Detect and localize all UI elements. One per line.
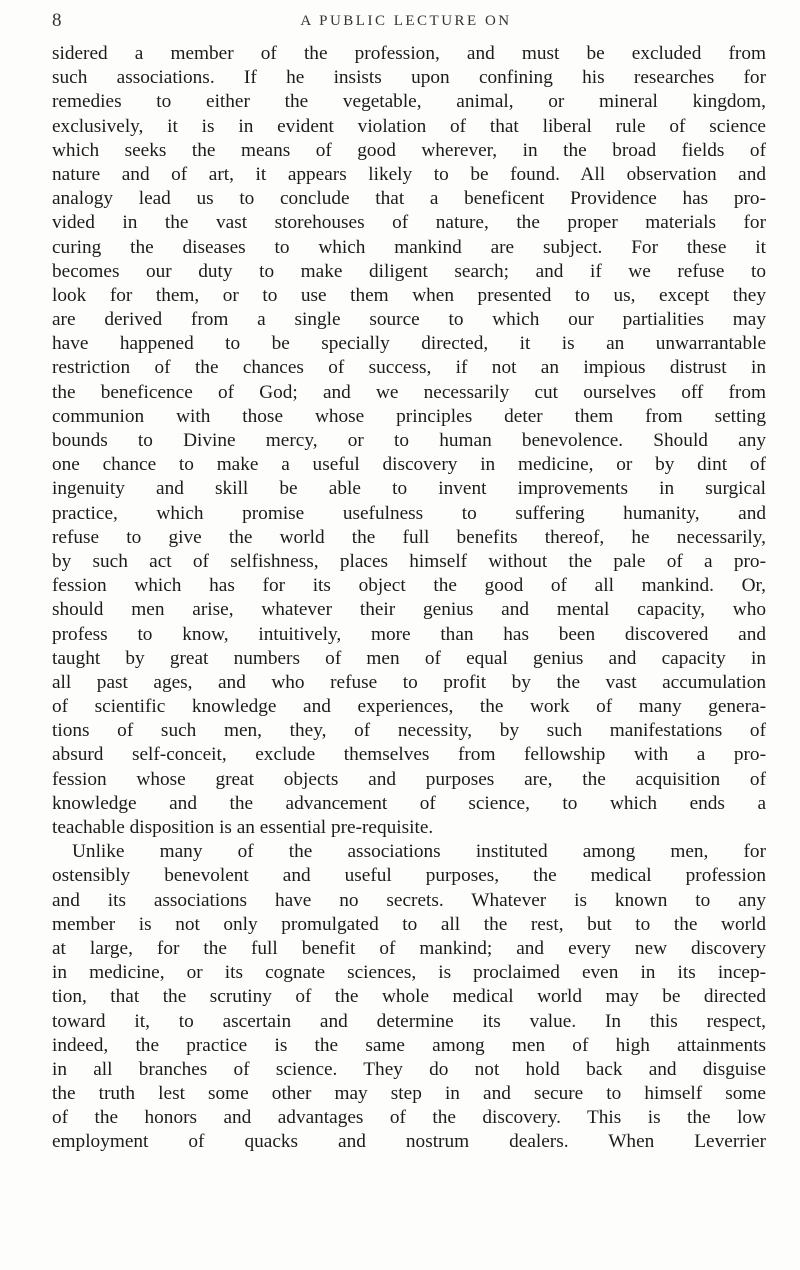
text-line: vided in the vast storehouses of nature, the proper materials for [52, 212, 766, 234]
text-line: indeed, the practice is the same among men of high attainments [52, 1034, 766, 1056]
text-line: curing the diseases to which mankind are subject. For these it [52, 236, 766, 258]
text-line: absurd self-conceit, exclude themselves from fellowship with a pro- [52, 744, 766, 766]
text-line: refuse to give the world the full benefits thereof, he necessarily, [52, 526, 766, 548]
text-line: ostensibly benevolent and useful purposes, the medical profession [52, 865, 766, 887]
text-line: ingenuity and skill be able to invent improvements in surgical [52, 478, 766, 500]
text-line: teachable disposition is an essential pre-requisite. [52, 817, 434, 838]
text-line: the beneficence of God; and we necessarily cut ourselves off from [52, 381, 766, 403]
text-line: becomes our duty to make diligent search; and if we refuse to [52, 260, 766, 282]
page-header [52, 8, 760, 38]
text-line: member is not only promulgated to all the rest, but to the world [52, 913, 766, 935]
text-line: toward it, to ascertain and determine its value. In this respect, [52, 1010, 766, 1032]
text-line: in all branches of science. They do not hold back and disguise [52, 1058, 766, 1080]
text-line: are derived from a single source to which our partialities may [52, 309, 766, 331]
text-line: the truth lest some other may step in and secure to himself some [52, 1083, 766, 1105]
text-line: by such act of selfishness, places himself without the pale of a pro- [52, 550, 766, 572]
text-line: which seeks the means of good wherever, in the broad fields of [52, 139, 766, 161]
page-number: 8 [52, 10, 62, 31]
text-line: tions of such men, they, of necessity, by such manifestations of [52, 720, 766, 742]
text-line: bounds to Divine mercy, or to human benevolence. Should any [52, 430, 766, 451]
text-line: remedies to either the vegetable, animal, or mineral kingdom, [52, 91, 766, 113]
text-line: in medicine, or its cognate sciences, is proclaimed even in its incep- [52, 962, 766, 984]
running-head: A PUBLIC LECTURE ON [300, 13, 512, 29]
text-line: profess to know, intuitively, more than has been discovered and [52, 623, 766, 645]
text-line: taught by great numbers of men of equal genius and capacity in [52, 647, 766, 669]
text-line: sidered a member of the profession, and must be excluded from [52, 43, 766, 64]
text-line: employment of quacks and nostrum dealers. When Leverrier [52, 1131, 766, 1153]
text-line: Unlike many of the associations instituted among men, for [72, 841, 766, 863]
text-line: such associations. If he insists upon confining his researches for [52, 67, 766, 89]
text-line: exclusively, it is in evident violation of that liberal rule of science [52, 115, 766, 137]
text-line: tion, that the scrutiny of the whole medical world may be directed [52, 986, 766, 1008]
text-line: fession which has for its object the good of all mankind. Or, [52, 575, 766, 597]
text-line: one chance to make a useful discovery in medicine, or by dint of [52, 454, 766, 476]
body-text [52, 42, 766, 1155]
text-line: and its associations have no secrets. Whatever is known to any [52, 889, 766, 911]
text-line: should men arise, whatever their genius and mental capacity, who [52, 599, 766, 621]
text-line: of the honors and advantages of the discovery. This is the low [52, 1107, 766, 1129]
text-line: fession whose great objects and purposes are, the acquisition of [52, 768, 766, 790]
text-line: look for them, or to use them when presented to us, except they [52, 284, 766, 306]
text-line: restriction of the chances of success, if not an impious distrust in [52, 357, 766, 379]
text-line: practice, which promise usefulness to suffering humanity, and [52, 502, 766, 524]
text-line: communion with those whose principles deter them from setting [52, 405, 766, 427]
text-line: nature and of art, it appears likely to be found. All observation and [52, 163, 766, 185]
text-line: analogy lead us to conclude that a beneficent Providence has pro- [52, 188, 766, 210]
text-line: knowledge and the advancement of science, to which ends a [52, 792, 766, 814]
text-line: have happened to be specially directed, it is an unwarrantable [52, 333, 766, 355]
text-line: at large, for the full benefit of mankind; and every new discovery [52, 937, 766, 959]
text-line: all past ages, and who refuse to profit by the vast accumulation [52, 671, 766, 693]
text-line: of scientific knowledge and experiences, the work of many genera- [52, 696, 766, 718]
